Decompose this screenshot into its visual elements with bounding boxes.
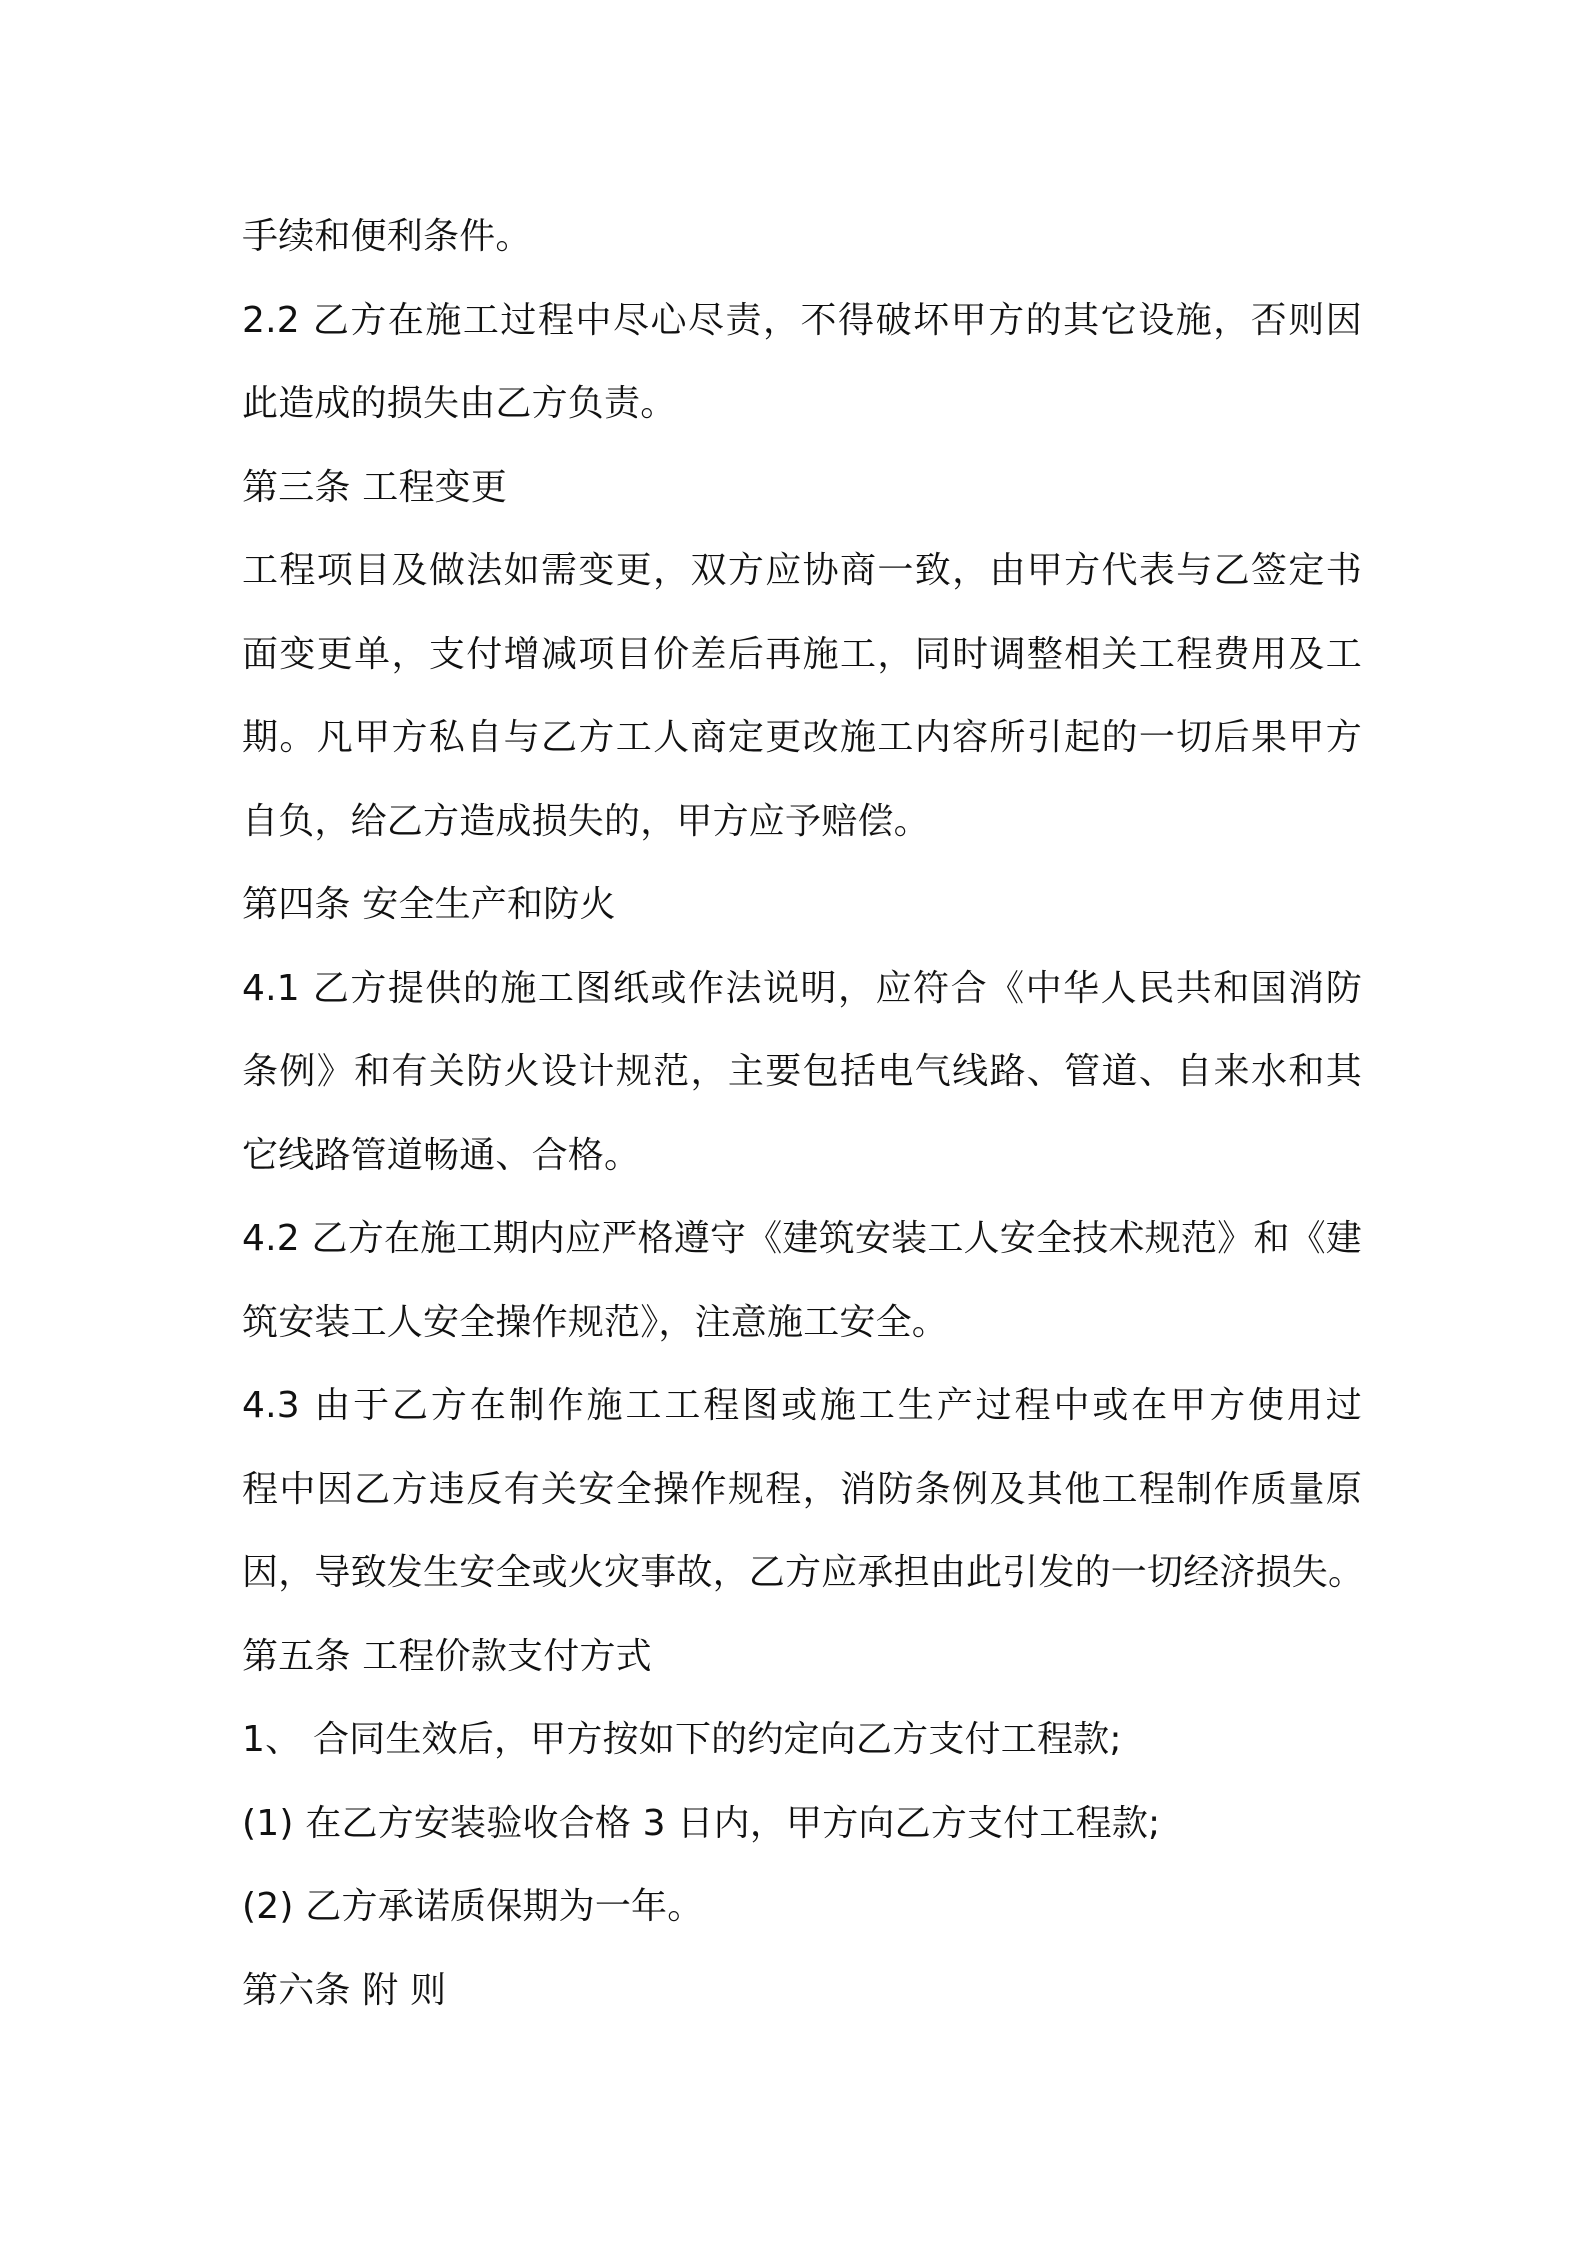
paragraph-line: 4.1 乙方提供的施工图纸或作法说明，应符合《中华人民共和国消防 xyxy=(242,967,1362,1009)
section-heading: 第四条 安全生产和防火 xyxy=(242,884,616,925)
paragraph-line: 2.2 乙方在施工过程中尽心尽责，不得破坏甲方的其它设施，否则因 xyxy=(242,299,1362,341)
paragraph-line: 面变更单，支付增减项目价差后再施工，同时调整相关工程费用及工 xyxy=(242,633,1362,675)
paragraph-line: 条例》和有关防火设计规范，主要包括电气线路、管道、自来水和其 xyxy=(242,1051,1362,1092)
paragraph-line: 筑安装工人安全操作规范》，注意施工安全。 xyxy=(242,1301,949,1343)
paragraph-line: 4.2 乙方在施工期内应严格遵守《建筑安装工人安全技术规范》和《建 xyxy=(242,1218,1362,1259)
paragraph-line: 因，导致发生安全或火灾事故，乙方应承担由此引发的一切经济损失。 xyxy=(242,1552,1365,1593)
paragraph-line: 工程项目及做法如需变更，双方应协商一致，由甲方代表与乙签定书 xyxy=(242,550,1362,591)
paragraph-line: 4.3 由于乙方在制作施工工程图或施工生产过程中或在甲方使用过 xyxy=(242,1385,1362,1426)
paragraph-line: 手续和便利条件。 xyxy=(242,216,532,257)
paragraph-line: 程中因乙方违反有关安全操作规程，消防条例及其他工程制作质量原 xyxy=(242,1468,1362,1510)
list-item: (1) 在乙方安装验收合格 3 日内，甲方向乙方支付工程款; xyxy=(242,1802,1161,1844)
document-body xyxy=(242,195,1365,2032)
list-item: (2) 乙方承诺质保期为一年。 xyxy=(242,1886,704,1927)
paragraph-line: 期。凡甲方私自与乙方工人商定更改施工内容所引起的一切后果甲方 xyxy=(242,717,1362,758)
section-heading: 第五条 工程价款支付方式 xyxy=(242,1635,652,1677)
list-item: 1、 合同生效后，甲方按如下的约定向乙方支付工程款; xyxy=(242,1719,1122,1760)
paragraph-line: 此造成的损失由乙方负责。 xyxy=(242,383,677,424)
section-heading: 第六条 附 则 xyxy=(242,1969,447,2011)
paragraph-line: 它线路管道畅通、合格。 xyxy=(242,1134,641,1176)
paragraph-line: 自负，给乙方造成损失的，甲方应予赔偿。 xyxy=(242,800,930,842)
section-heading: 第三条 工程变更 xyxy=(242,466,508,508)
